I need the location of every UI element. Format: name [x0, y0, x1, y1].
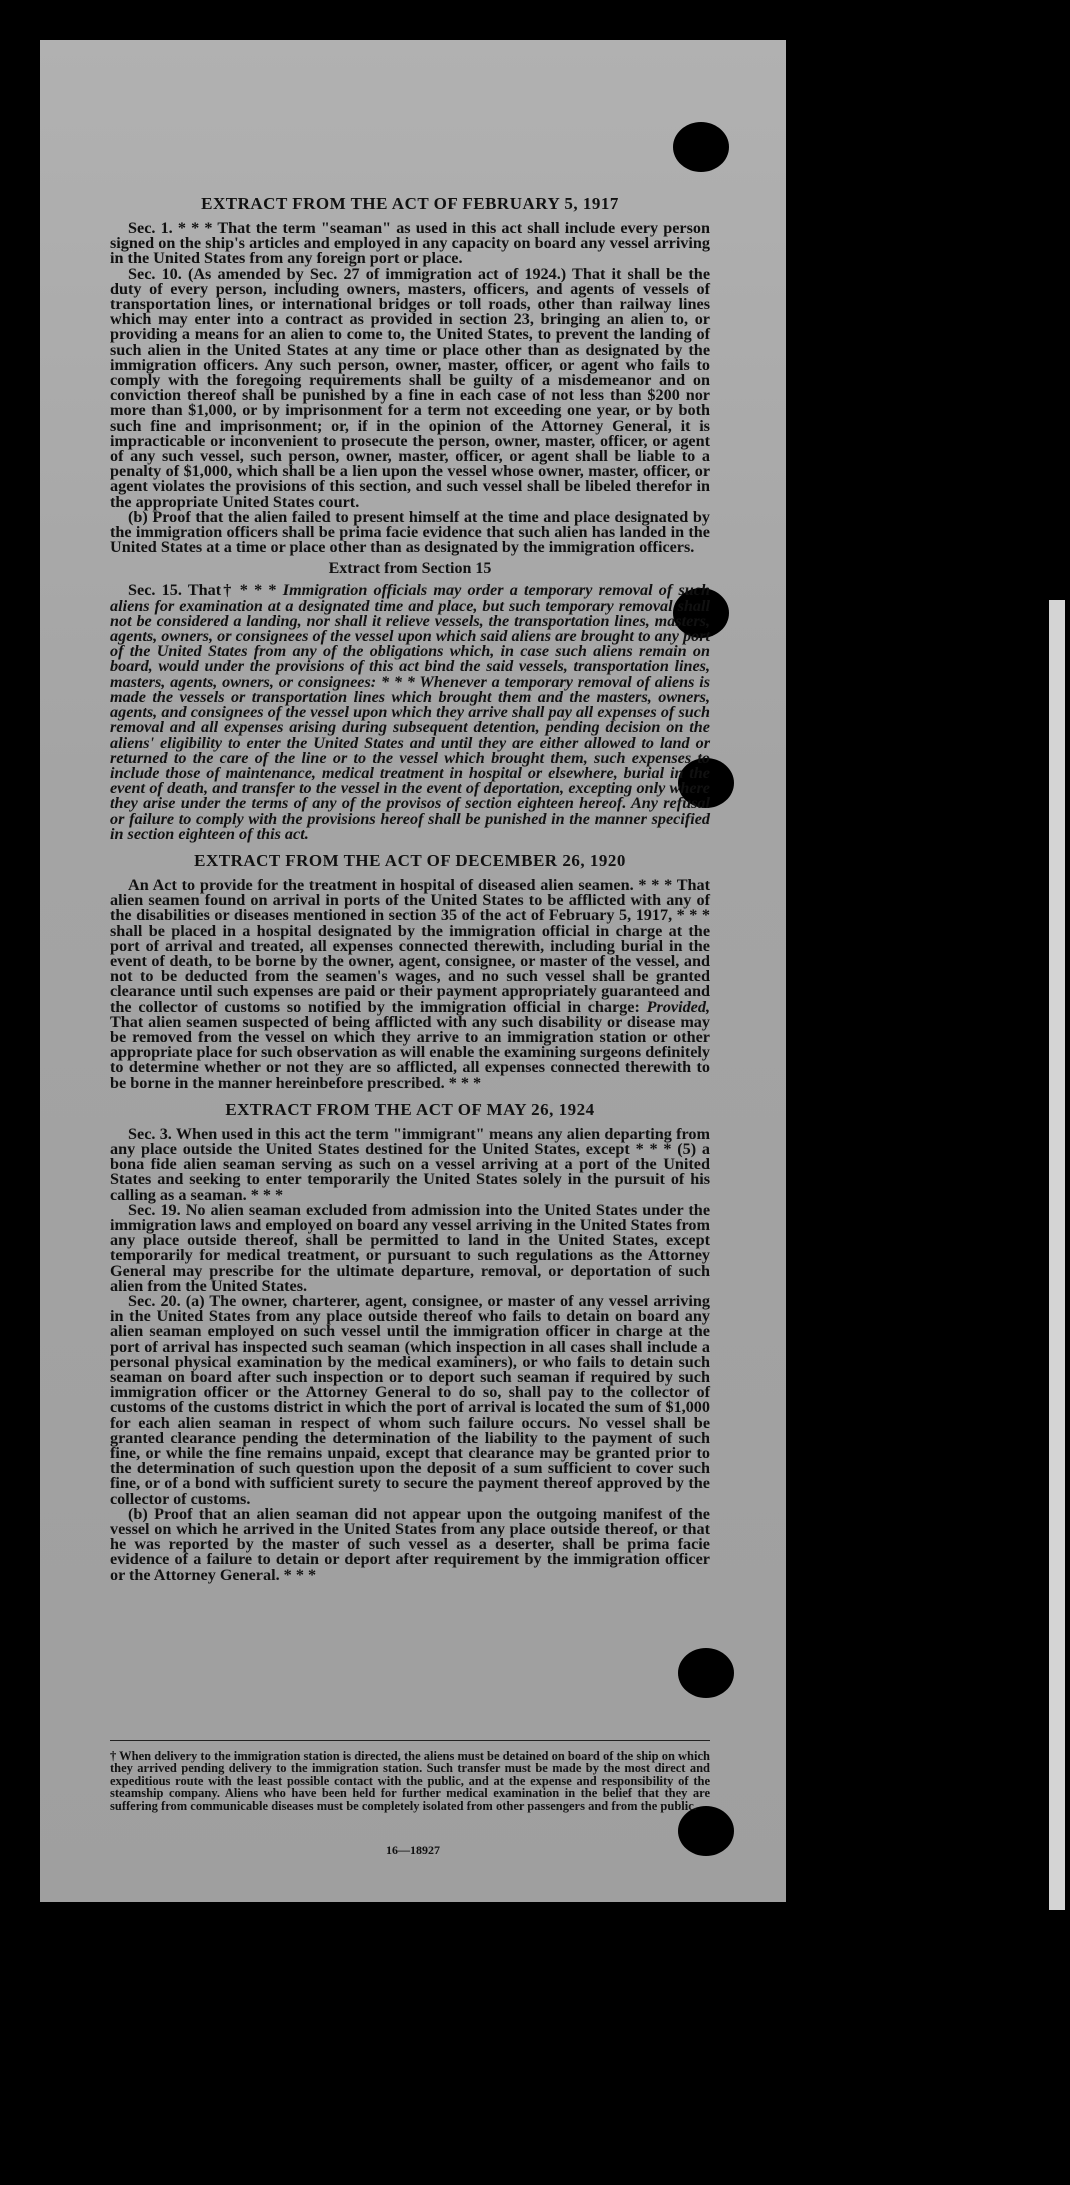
section-3-paragraph: Sec. 3. When used in this act the term "immigrant" means any alien departing from any place outside the United States destined for the United States, except * * * (5) a bona fide alien seaman serving as such on a vessel arriving at a port of the United States and seeking to enter temporarily the United States solely in the pursuit of his calling as a seaman. * * * [110, 1124, 710, 1204]
act-1920-text: An Act to provide for the treatment in hospital of diseased alien seamen. * * * That alien seamen found on arrival in ports of the United States to be afflicted with any of the disabilities or diseases mentioned in section 35 of the act of February 5, 1917, * * * shall be placed in a hospital designated by the immigration official in charge at the port of arrival and treated, all expenses connected therewith, including burial in the event of death, to be borne by the owner, agent, consignee, or master of the vessel, and not to be deducted from the seamen's wages, and no such vessel shall be granted clearance until such expenses are paid or their payment appropriately guaranteed and the collector of customs so notified by the immigration official in charge: [110, 875, 710, 1016]
section-10-paragraph: Sec. 10. (As amended by Sec. 27 of immigration act of 1924.) That it shall be the duty of every person, including owners, masters, officers, and agents of vessels of transportation lines, or international bridges or toll roads, other than railway lines which may enter into a contract as provided in section 23, bringing an alien to, or providing a means for an alien to come to, the United States, to prevent the landing of such alien in the United States at any time or place other than as designated by the immigration officers. Any such person, owner, master, officer, or agent who fails to comply with the foregoing requirements shall be guilty of a misdemeanor and on conviction thereof shall be punished by a fine in each case of not less than $200 nor more than $1,000, or by imprisonment for a term not exceeding one year, or by both such fine and imprisonment; or, if in the opinion of the Attorney General, it is impracticable or inconvenient to prosecute the person, owner, master, officer, or agent of any such vessel, such person, owner, master, officer, or agent shall be liable to a penalty of $1,000, which shall be a lien upon the vessel whose owner, master, officer, or agent violates the provisions of this section, and such vessel shall be libeled therefor in the appropriate United States court. [110, 264, 710, 511]
act-1920-text-end: That alien seamen suspected of being afflicted with any such disability or disease may be removed from the vessel on which they arrive to an immigration station or other appropriate place for such observation as will enable the examining surgeons definitely to determine whether or not they are so afflicted, all expenses connected therewith to be borne in the manner hereinbefore prescribed. * * * [110, 1012, 710, 1092]
footnote: † When delivery to the immigration station is directed, the aliens must be detained on board of the ship on which they arrived pending delivery to the immigration station. Such transfer must be made by the most direct and expeditious route with the least possible contact with the public, and at the expense and responsibility of the steamship company. Aliens who have been held for further medical examination in the belief that they are suffering from communicable diseases must be completely isolated from other passengers and from the public. [110, 1749, 710, 1813]
heading-act-1924: EXTRACT FROM THE ACT OF MAY 26, 1924 [225, 1099, 595, 1119]
right-edge-strip [1049, 600, 1065, 1910]
heading-act-1920: EXTRACT FROM THE ACT OF DECEMBER 26, 1920 [194, 850, 626, 870]
punch-hole [678, 1648, 734, 1698]
heading-act-1917: EXTRACT FROM THE ACT OF FEBRUARY 5, 1917 [201, 194, 619, 213]
punch-hole [673, 122, 729, 172]
proof-paragraph: (b) Proof that the alien failed to present himself at the time and place designated by the immigration officers shall be prima facie evidence that such alien has landed in the United States at a time or place other than as designated by the immigration officers. [110, 507, 710, 557]
document-page [40, 40, 786, 1902]
act-1920-paragraph [110, 875, 711, 1092]
section-15-lead: Sec. 15. That† * * * [128, 581, 277, 600]
subheading-section-15: Extract from Section 15 [328, 560, 492, 578]
section-1-paragraph: Sec. 1. * * * That the term "seaman" as used in this act shall include every person signed on the ship's articles and employed in any capacity on board any vessel arriving in the United States from any foreign port or place. [110, 219, 710, 268]
section-15-italic-text: Immigration officials may order a temporary removal of such aliens for examination at a designated time and place, but such temporary removal shall not be considered a landing, nor shall it relieve vessels, the transportation lines, masters, agents, owners, or consignees of the vessel upon which said aliens are brought to any port of the United States from any of the obligations which, in case such aliens remain on board, would under the provisions of this act bind the said vessels, transportation lines, masters, agents, owners, or consignees: * * * Whenever a temporary removal of aliens is made the vessels or transportation lines which brought them and the masters, owners, agents, and consignees of the vessel upon which they arrive shall pay all expenses of such removal and all expenses arising during subsequent detention, pending decision on the aliens' eligibility to enter the United States and until they are either allowed to land or returned to the care of the line or to the vessel which brought them, such expenses to include those of maintenance, medical treatment in hospital or elsewhere, burial in the event of death, and transfer to the vessel in the event of deportation, excepting only where they arise under the terms of any of the provisos of section eighteen hereof. Any refusal or failure to comply with the provisions hereof shall be punished in the manner specified in section eighteen of this act. [110, 581, 710, 843]
print-code: 16—18927 [386, 1843, 440, 1857]
provided-word: Provided, [646, 997, 711, 1016]
document-body [110, 185, 710, 1583]
footnote-divider [110, 1740, 710, 1741]
section-19-paragraph: Sec. 19. No alien seaman excluded from admission into the United States under the immigration laws and employed on board any vessel arriving in the United States from any place outside thereof, shall be permitted to land in the United States, except temporarily for medical treatment, or pursuant to such regulations as the Attorney General may prescribe for the ultimate departure, removal, or deportation of such alien from the United States. [110, 1200, 710, 1295]
section-15-paragraph [110, 583, 710, 841]
section-20b-paragraph: (b) Proof that an alien seaman did not appear upon the outgoing manifest of the vessel on which he arrived in the United States from any place outside thereof, or that he was reported by the master of such vessel as a deserter, shall be prima facie evidence of a failure to detain or deport after requirement by the immigration officer or the Attorney General. * * * [110, 1504, 710, 1584]
section-20-paragraph: Sec. 20. (a) The owner, charterer, agent, consignee, or master of any vessel arriving in the United States from any place outside thereof who fails to detain on board any alien seaman employed on such vessel until the immigration officer in charge at the port of arrival has inspected such seaman (which inspection in all cases shall include a personal physical examination by the medical examiners), or who fails to detain such seaman on board after such inspection or to deport such seaman if required by such immigration officer or the Attorney General to do so, shall pay to the collector of customs of the customs district in which the port of arrival is located the sum of $1,000 for each alien seaman in respect of whom such failure occurs. No vessel shall be granted clearance pending the determination of the liability to the payment of such fine, or while the fine remains unpaid, except that clearance may be granted prior to the determination of such question upon the deposit of a sum sufficient to cover such fine, or of a bond with sufficient surety to secure the payment thereof approved by the collector of customs. [110, 1292, 710, 1508]
